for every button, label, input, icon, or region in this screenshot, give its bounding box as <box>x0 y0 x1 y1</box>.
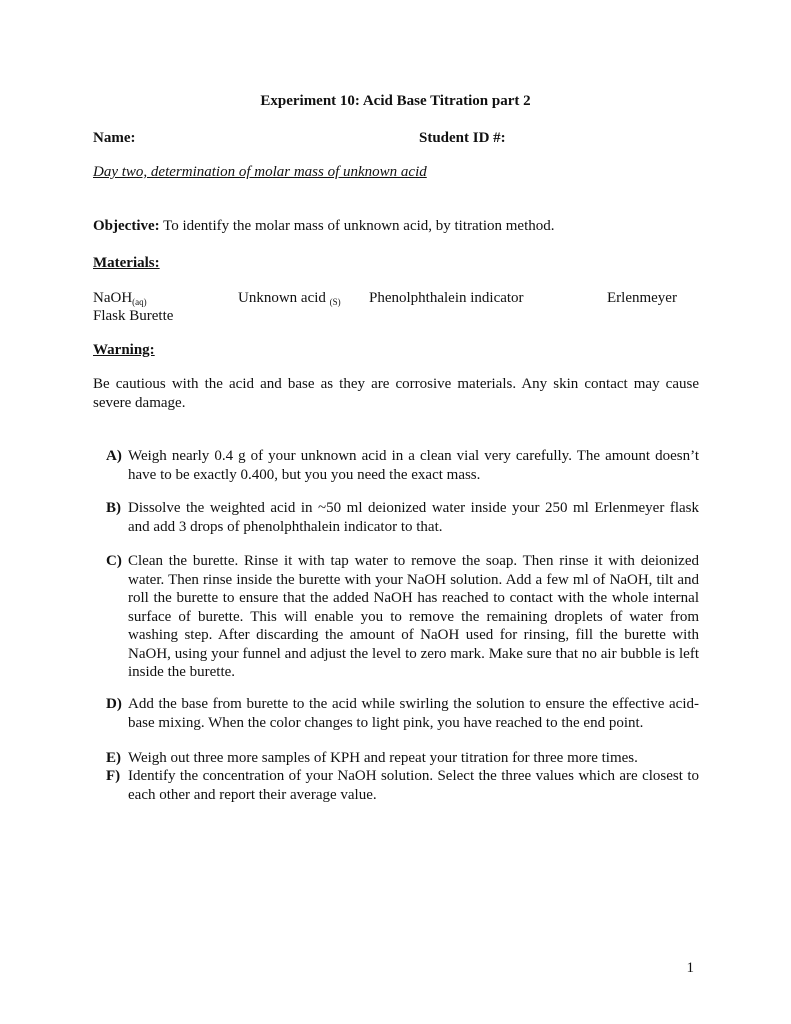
material-unknown-acid-label: Unknown acid <box>238 290 330 306</box>
material-indicator: Phenolphthalein indicator <box>369 290 524 306</box>
step-b <box>106 499 699 536</box>
page-number: 1 <box>686 960 694 976</box>
step-e <box>106 749 699 768</box>
warning-text: Be cautious with the acid and base as they are corrosive materials. Any skin contact may cause severe damage. <box>93 376 699 411</box>
step-text: Clean the burette. Rinse it with tap water to remove the soap. Then rinse it with deionized water. Then rinse inside the burette with your NaOH solution. Add a few ml of NaOH, tilt and roll the burette to ensure that the added NaOH has reached to contact with the whole internal surface of burette. This will enable you to remove the remaining droplets of water from washing step. After discarding the amount of NaOH used for rinsing, fill the burette with NaOH, using your funnel and adjust the level to zero mark. Make sure that no air bubble is left inside the burette. <box>128 553 699 680</box>
step-f <box>106 767 699 804</box>
material-erlenmeyer: Erlenmeyer <box>607 290 677 306</box>
material-naoh-state: (aq) <box>132 297 147 307</box>
step-a <box>106 447 699 484</box>
student-id-label: Student ID #: <box>419 130 506 146</box>
objective <box>93 218 555 235</box>
step-text: Weigh out three more samples of KPH and repeat your titration for three more times. <box>128 750 638 766</box>
material-naoh-label: NaOH <box>93 290 133 306</box>
name-label: Name: <box>93 130 136 146</box>
material-unknown-acid <box>238 290 341 307</box>
step-d <box>106 695 699 732</box>
step-text: Add the base from burette to the acid while swirling the solution to ensure the effective acid-base mixing. When the color changes to light pink, you have reached to the end point. <box>128 696 699 731</box>
document-title: Experiment 10: Acid Base Titration part 2 <box>260 93 531 109</box>
step-letter: E) <box>106 750 121 766</box>
objective-text: To identify the molar mass of unknown acid, by titration method. <box>159 218 555 234</box>
step-letter: A) <box>106 448 122 464</box>
step-letter: D) <box>106 696 122 712</box>
step-text: Identify the concentration of your NaOH solution. Select the three values which are closest to each other and report their average value. <box>128 768 699 803</box>
step-letter: F) <box>106 768 121 784</box>
step-letter: C) <box>106 553 122 569</box>
material-unknown-acid-state: (S) <box>329 297 341 307</box>
step-text: Weigh nearly 0.4 g of your unknown acid in a clean vial very carefully. The amount doesn’t have to be exactly 0.400, but you you need the exact mass. <box>128 448 699 483</box>
objective-label: Objective: <box>93 218 160 234</box>
material-naoh <box>93 290 147 307</box>
material-flask-burette: Flask Burette <box>93 308 174 324</box>
warning-heading: Warning: <box>93 342 155 358</box>
section-subtitle: Day two, determination of molar mass of unknown acid <box>93 164 427 180</box>
step-text: Dissolve the weighted acid in ~50 ml deionized water inside your 250 ml Erlenmeyer flask and add 3 drops of phenolphthalein indicator to that. <box>128 500 699 535</box>
step-c <box>106 552 699 682</box>
materials-heading: Materials: <box>93 255 160 271</box>
step-letter: B) <box>106 500 121 516</box>
